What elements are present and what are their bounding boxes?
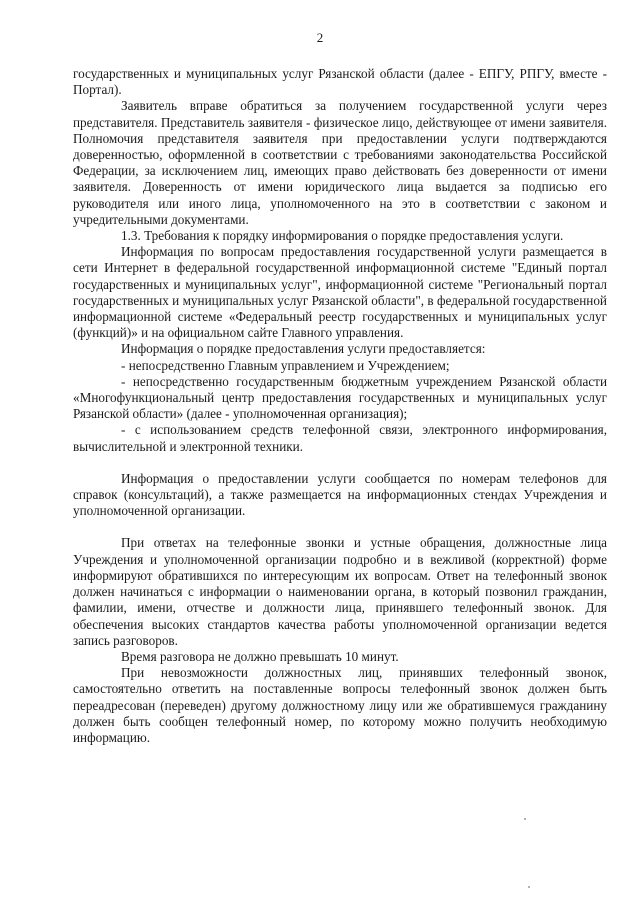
scan-artifact-dot [528,886,530,888]
paragraph-phone-numbers: Информация о предоставлении услуги сообщается по номерам телефонов для справок (консультаций), а также размещается на информационных стендах Учреждения и уполномоченной организации. [73,470,607,519]
section-heading-1-3: 1.3. Требования к порядку информирования о порядке предоставления услуги. [121,228,564,244]
paragraph-phone-calls: При ответах на телефонные звонки и устные обращения, должностные лица Учреждения и уполномоченной организации подробно и в вежливой (корректной) форме информируют обратившихся по интересующим их вопросам. Ответ на телефонный звонок должен начинаться с информации о наименовании органа, в который позвонил гражданин, фамилии, имени, отчестве и должности лица, принявшего телефонный звонок. Для обеспечения высоких стандартов качества работы уполномоченной организации ведется запись разговоров. [73,535,607,648]
paragraph-representative: Заявитель вправе обратиться за получением государственной услуги через представителя. Представитель заявителя - физическое лицо, действующее от имени заявителя. Полномочия представителя заявителя при предоставлении услуги подтверждаются доверенностью, оформленной в соответствии с требованиями законодательства Российской Федерации, за исключением лиц, имеющих право действовать без доверенности от имени заявителя. Доверенность от имени юридического лица выдается за подписью его руководителя или иного лица, уполномоченного на это в соответствии с законом и учредительными документами. [73,98,607,227]
list-item-directly-main-office: - непосредственно Главным управлением и Учреждением; [121,357,450,373]
paragraph-call-redirect: При невозможности должностных лиц, принявших телефонный звонок, самостоятельно ответить на поставленные вопросы телефонный звонок должен быть переадресован (переведен) другому должностному лицу или же обратившемуся гражданину должен быть сообщен телефонный номер, по которому можно получить необходимую информацию. [73,665,607,745]
paragraph-call-duration: Время разговора не должно превышать 10 минут. [121,648,399,664]
scan-artifact-dot [524,818,526,820]
paragraph-portal-continuation: государственных и муниципальных услуг Рязанской области (далее - ЕПГУ, РПГУ, вместе - Портал). [73,66,607,98]
paragraph-internet-info: Информация по вопросам предоставления государственной услуги размещается в сети Интернет в федеральной государственной информационной системе "Единый портал государственных и муниципальных услуг", информационной системе "Региональный портал государственных и муниципальных услуг Рязанской области", в федеральной государственной информационной системе «Федеральный реестр государственных и муниципальных услуг (функций)» и на официальном сайте Главного управления. [73,244,607,341]
list-item-mfc: - непосредственно государственным бюджетным учреждением Рязанской области «Многофункциональный центр предоставления государственных и муниципальных услуг Рязанской области» (далее - уполномоченная организация); [73,373,607,422]
page-number: 2 [316,30,324,45]
document-body [73,66,607,746]
paragraph-info-provided: Информация о порядке предоставления услуги предоставляется: [121,341,486,357]
list-item-telephone: - с использованием средств телефонной связи, электронного информирования, вычислительной и электронной техники. [73,422,607,454]
